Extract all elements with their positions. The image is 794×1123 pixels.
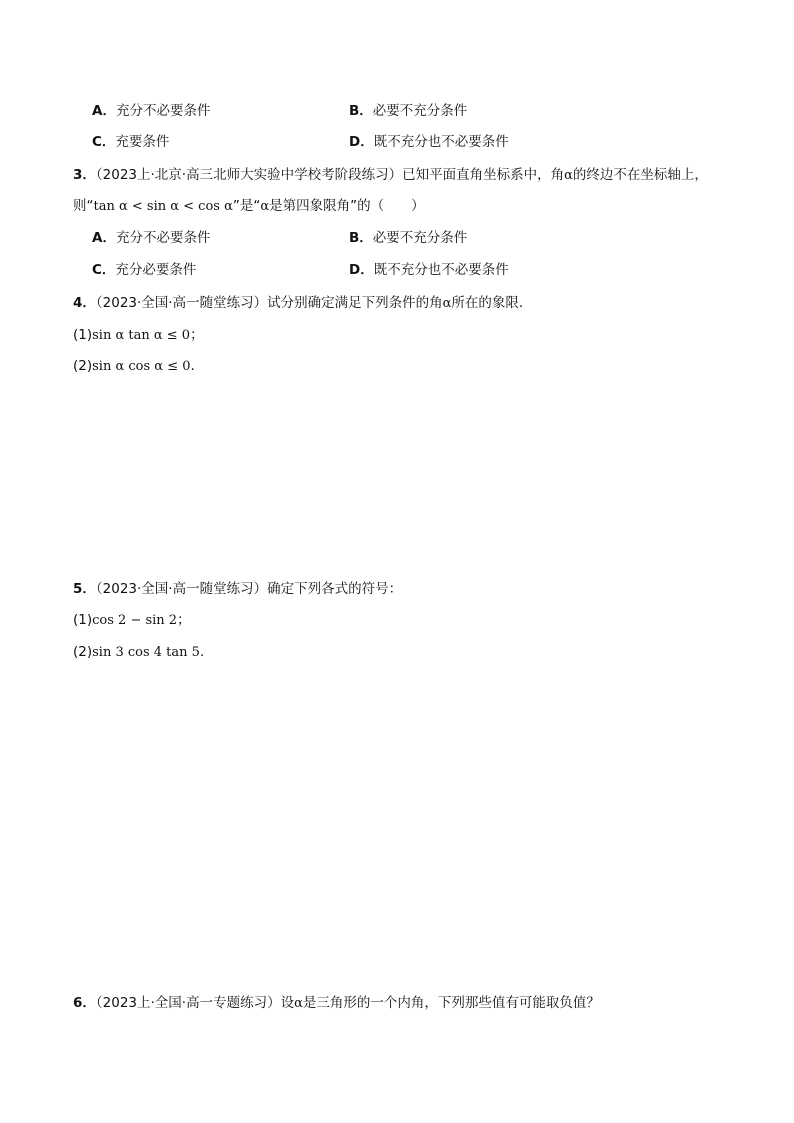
part-label: (2): [73, 358, 93, 374]
q5-part-1: [73, 611, 191, 630]
option-letter: B．: [349, 230, 373, 246]
option-text: 充要条件: [115, 134, 170, 150]
option-letter: B．: [349, 103, 373, 119]
question-stem: 已知平面直角坐标系中，角: [402, 167, 565, 183]
q4-stem: [73, 294, 523, 313]
option-text: 必要不充分条件: [372, 103, 468, 119]
question-stem: 设: [280, 995, 295, 1011]
question-number: 3．: [73, 167, 96, 183]
question-stem: 确定下列各式的符号：: [267, 581, 403, 597]
question-stem: 是三角形的一个内角，下列那些值有可能取负值？: [302, 995, 600, 1011]
q2-option-b: [349, 102, 467, 120]
option-letter: C．: [92, 262, 116, 278]
question-source: （2023上·北京·高三北师大实验中学校考阶段练习）: [95, 167, 403, 183]
option-letter: A．: [92, 230, 116, 246]
question-stem: 则“: [73, 198, 94, 214]
part-end: ；: [177, 612, 191, 628]
question-source: （2023·全国·高一随堂练习）: [95, 295, 268, 311]
q3-option-c: [92, 261, 196, 279]
q3-stem-line2: [73, 197, 425, 216]
q5-part-2: [73, 643, 204, 662]
math-expression: cos 2 − sin 2: [92, 613, 178, 628]
math-alpha: α: [294, 996, 303, 1011]
q4-part-2: [73, 357, 195, 376]
option-text: 既不充分也不必要条件: [373, 134, 509, 150]
q4-part-1: [73, 326, 204, 345]
option-text: 充分不必要条件: [115, 103, 211, 119]
part-label: (1): [73, 612, 93, 628]
q3-option-a: [92, 229, 210, 247]
question-stem: ”是“: [232, 198, 261, 214]
option-letter: D．: [349, 262, 374, 278]
math-alpha: α: [260, 199, 270, 214]
q2-option-d: [349, 133, 509, 151]
option-text: 必要不充分条件: [372, 230, 468, 246]
question-stem: 试分别确定满足下列条件的角: [267, 295, 443, 311]
question-source: （2023·全国·高一随堂练习）: [95, 581, 268, 597]
q3-stem-line1: [73, 166, 708, 185]
option-text: 充分必要条件: [115, 262, 197, 278]
part-label: (2): [73, 644, 93, 660]
question-number: 4．: [73, 295, 96, 311]
option-text: 充分不必要条件: [115, 230, 211, 246]
math-expression: tan α < sin α < cos α: [93, 199, 233, 214]
question-number: 6．: [73, 995, 96, 1011]
q2-option-a: [92, 102, 210, 120]
part-end: .: [199, 644, 205, 660]
q6-stem: [73, 994, 600, 1013]
question-stem: 是第四象限角”的（ ）: [269, 198, 425, 214]
option-text: 既不充分也不必要条件: [373, 262, 509, 278]
q3-option-d: [349, 261, 509, 279]
math-expression: sin α cos α ≤ 0: [92, 359, 191, 374]
question-source: （2023上·全国·高一专题练习）: [95, 995, 281, 1011]
part-end: ；: [190, 327, 204, 343]
q3-option-b: [349, 229, 467, 247]
question-number: 5．: [73, 581, 96, 597]
math-alpha: α: [442, 296, 452, 311]
q5-stem: [73, 580, 402, 598]
question-stem: 的终边不在坐标轴上，: [572, 167, 708, 183]
option-letter: D．: [349, 134, 374, 150]
math-expression: sin 3 cos 4 tan 5: [92, 645, 200, 660]
q2-option-c: [92, 133, 169, 151]
question-stem: 所在的象限.: [451, 295, 524, 311]
math-alpha: α: [564, 168, 573, 183]
option-letter: C．: [92, 134, 116, 150]
part-label: (1): [73, 327, 93, 343]
math-expression: sin α tan α ≤ 0: [92, 328, 191, 343]
option-letter: A．: [92, 103, 116, 119]
part-end: .: [190, 358, 195, 374]
